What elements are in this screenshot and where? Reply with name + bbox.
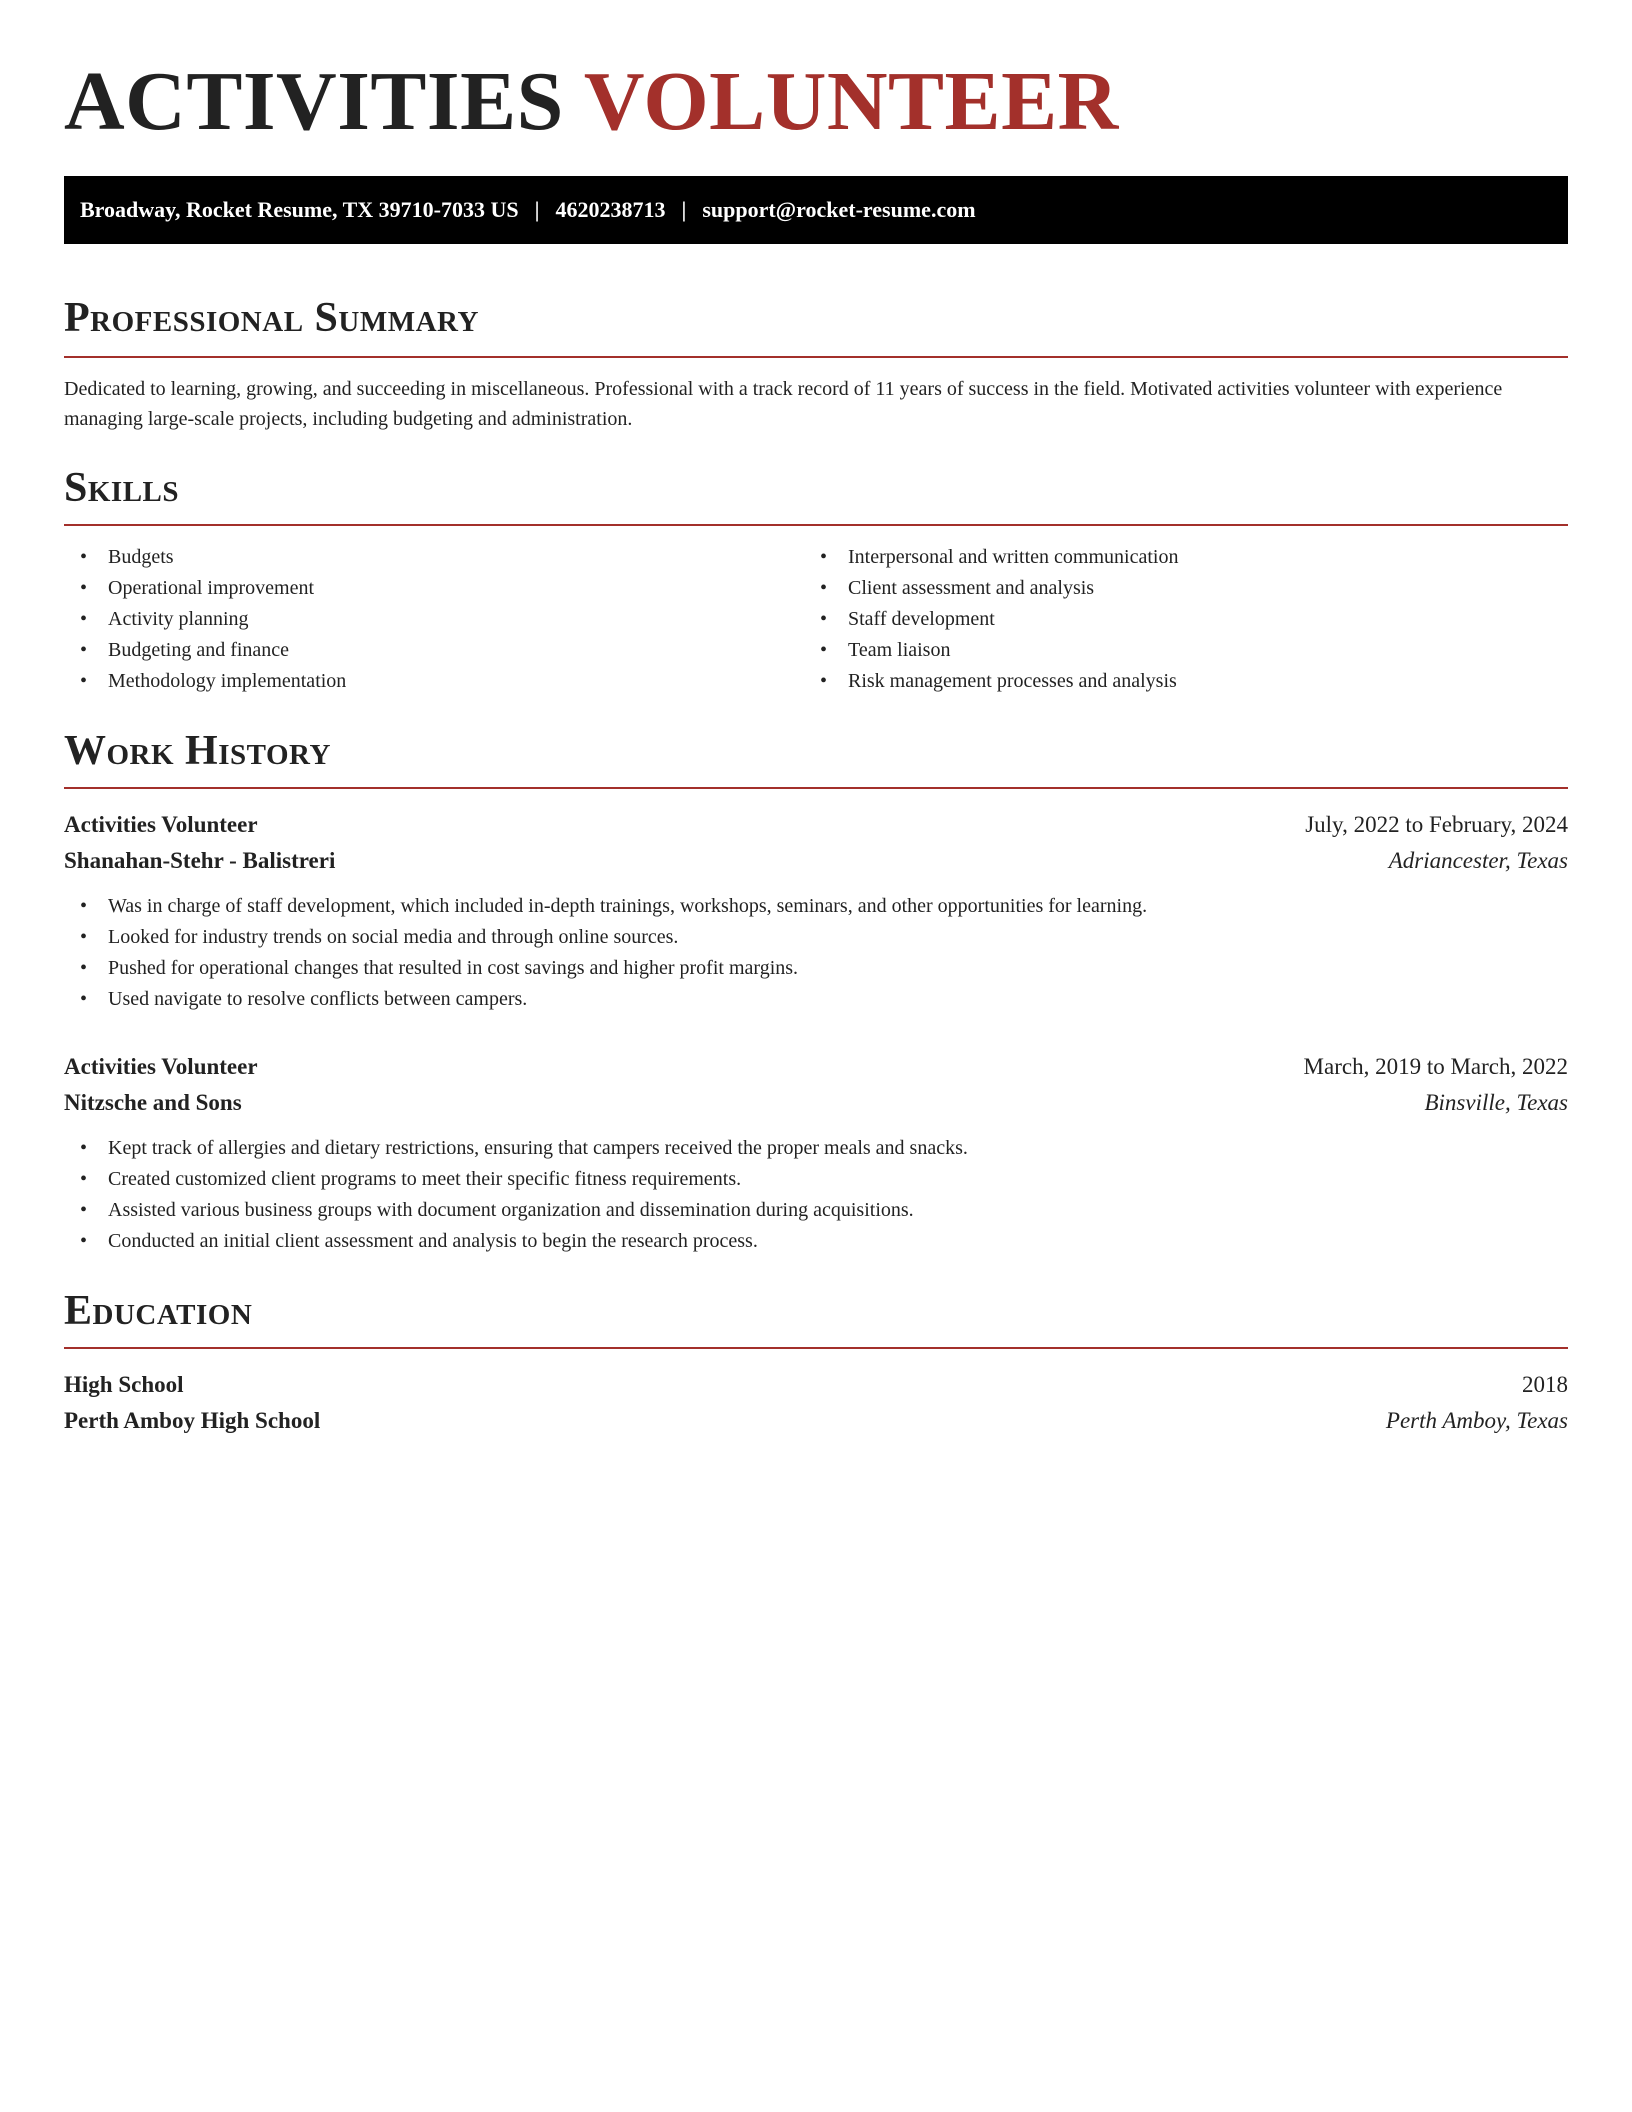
job-entry [64,807,1568,1015]
section-heading: Education [64,1288,253,1334]
skill-item: • Methodology implementation [64,666,804,697]
skills-section [64,462,1568,697]
skills-columns [64,542,1568,697]
contact-separator: | [534,197,540,222]
summary-text: Dedicated to learning, growing, and succeeding in miscellaneous. Professional with a track record of 11 years of success in the field. Motivated activities volunteer with experience managing large-scale projects, including budgeting and administration. [64,378,1503,430]
education-year: 2018 [1522,1372,1568,1397]
job-bullets [64,1133,1568,1257]
section-heading: Skills [64,465,180,511]
job-entry [64,1049,1568,1257]
job-title: Activities Volunteer [64,812,258,837]
skill-item: • Budgeting and finance [64,635,804,666]
job-bullet: • Kept track of allergies and dietary restrictions, ensuring that campers received the proper meals and snacks. [64,1133,1568,1164]
job-bullet: • Used navigate to resolve conflicts between campers. [64,984,1568,1015]
job-company-row [64,843,1568,879]
job-company: Nitzsche and Sons [64,1090,242,1115]
name-first: ACTIVITIES [64,55,564,148]
skills-list-right [804,542,1544,697]
skill-item: • Team liaison [804,635,1544,666]
job-dates: March, 2019 to March, 2022 [1303,1054,1568,1079]
job-bullet: • Pushed for operational changes that resulted in cost savings and higher profit margins. [64,953,1568,984]
skill-item: • Budgets [64,542,804,573]
section-divider [64,787,1568,789]
job-location: Binsville, Texas [1424,1090,1568,1115]
contact-phone: 4620238713 [555,197,666,222]
contact-bar [64,176,1568,244]
job-title-row [64,807,1568,843]
job-company-row [64,1085,1568,1121]
education-school: Perth Amboy High School [64,1408,321,1433]
job-company: Shanahan-Stehr - Balistreri [64,848,336,873]
contact-address: Broadway, Rocket Resume, TX 39710-7033 US [80,197,519,222]
resume-page [64,0,1568,1439]
job-bullet: • Was in charge of staff development, which included in-depth trainings, workshops, seminars, and other opportunities for learning. [64,891,1568,922]
job-bullet: • Created customized client programs to meet their specific fitness requirements. [64,1164,1568,1195]
job-bullet: • Looked for industry trends on social media and through online sources. [64,922,1568,953]
job-location: Adriancester, Texas [1388,848,1568,873]
skill-item: • Operational improvement [64,573,804,604]
job-bullet: • Assisted various business groups with document organization and dissemination during acquisitions. [64,1195,1568,1226]
job-title-row [64,1049,1568,1085]
skill-item: • Risk management processes and analysis [804,666,1544,697]
resume-title [64,0,1568,150]
section-heading: Work History [64,728,331,774]
section-divider [64,1347,1568,1349]
education-school-row [64,1403,1568,1439]
job-bullet: • Conducted an initial client assessment and analysis to begin the research process. [64,1226,1568,1257]
skills-list-left [64,542,804,697]
skill-item: • Interpersonal and written communication [804,542,1544,573]
section-divider [64,524,1568,526]
contact-email: support@rocket-resume.com [702,197,976,222]
skill-item: • Staff development [804,604,1544,635]
job-bullets [64,891,1568,1015]
education-degree-row [64,1367,1568,1403]
name-last: VOLUNTEER [583,55,1119,148]
education-section [64,1285,1568,1439]
skill-item: • Client assessment and analysis [804,573,1544,604]
education-location: Perth Amboy, Texas [1385,1408,1568,1433]
contact-separator: | [681,197,687,222]
work-history-section [64,725,1568,1257]
section-heading: Professional Summary [64,295,479,341]
job-title: Activities Volunteer [64,1054,258,1079]
education-entry [64,1367,1568,1439]
education-degree: High School [64,1372,184,1397]
professional-summary-section [64,292,1568,434]
skill-item: • Activity planning [64,604,804,635]
job-dates: July, 2022 to February, 2024 [1305,812,1568,837]
section-divider [64,356,1568,358]
